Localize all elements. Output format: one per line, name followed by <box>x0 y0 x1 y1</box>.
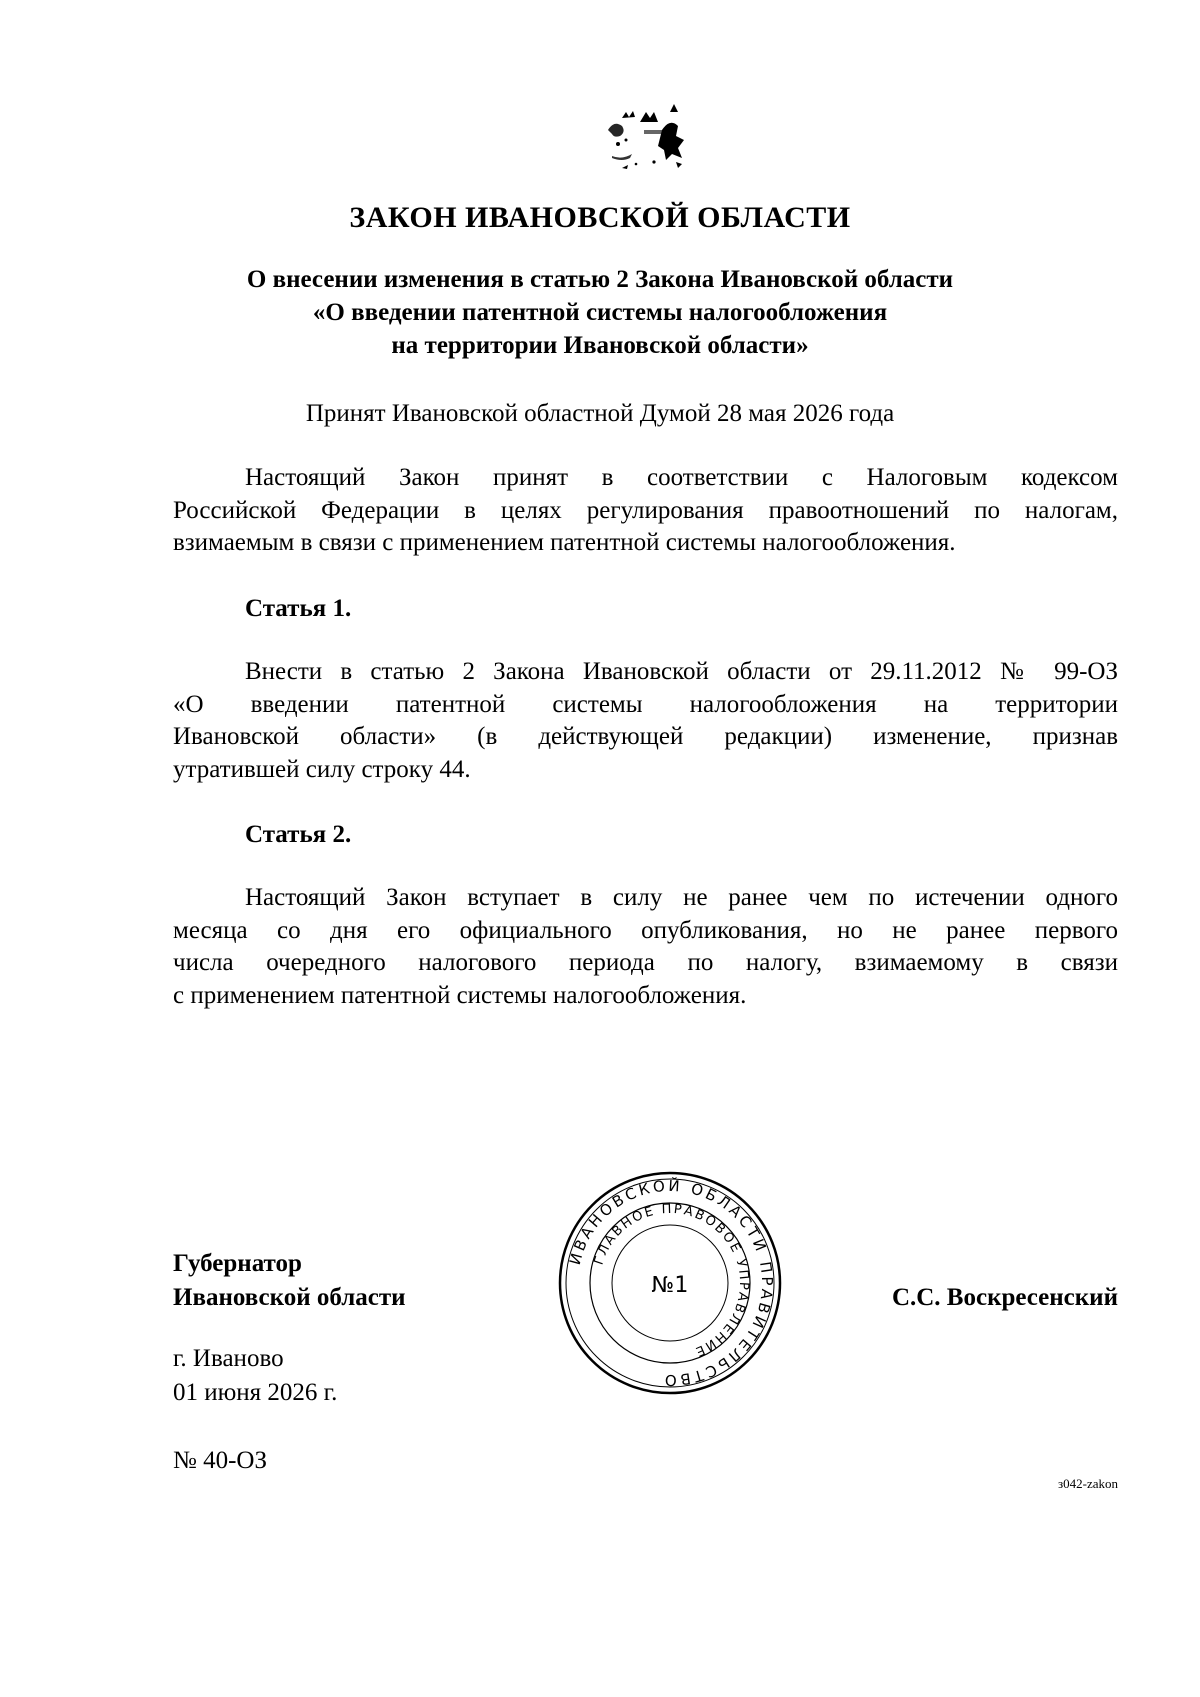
article-2-heading: Статья 2. <box>245 821 352 848</box>
law-subtitle <box>0 263 1200 362</box>
stamp-outer-text: ИВАНОВСКОЙ ОБЛАСТИ ПРАВИТЕЛЬСТВО <box>565 1176 777 1390</box>
stamp-inner-text: ГЛАВНОЕ ПРАВОВОЕ УПРАВЛЕНИЕ <box>591 1201 752 1360</box>
stamp-number: №1 <box>651 1273 689 1298</box>
signatory-position <box>173 1247 406 1315</box>
position-line: Губернатор <box>173 1250 302 1277</box>
date: 01 июня 2026 г. <box>173 1379 338 1406</box>
position-line: Ивановской области <box>173 1284 406 1311</box>
paragraph-line: числа очередного налогового периода по налогу, взимаемому в связи <box>173 949 1118 976</box>
adoption-note: Принят Ивановской областной Думой 28 мая 2026 года <box>305 400 895 427</box>
place-and-date <box>173 1342 337 1410</box>
article-2-paragraph <box>173 882 1118 1012</box>
preamble-paragraph <box>173 462 1118 560</box>
law-number: № 40-ОЗ <box>173 1447 268 1474</box>
paragraph-line: взимаемым в связи с применением патентной системы налогообложения. <box>173 529 956 556</box>
paragraph-line: Внести в статью 2 Закона Ивановской области от 29.11.2012 № 99-ОЗ <box>245 658 1118 685</box>
paragraph-line: «О введении патентной системы налогообложения на территории <box>173 690 1118 718</box>
paragraph-line: утратившей силу строку 44. <box>173 755 471 783</box>
paragraph-line: Российской Федерации в целях регулирования правоотношений по налогам, <box>173 496 1118 524</box>
law-title: ЗАКОН ИВАНОВСКОЙ ОБЛАСТИ <box>349 201 851 234</box>
subtitle-line: на территории Ивановской области» <box>391 332 809 359</box>
signatory-name: С.С. Воскресенский <box>891 1284 1118 1311</box>
subtitle-line: О внесении изменения в статью 2 Закона Ивановской области <box>246 266 954 293</box>
city: г. Иваново <box>173 1345 284 1372</box>
paragraph-line: месяца со дня его официального опубликования, но не ранее первого <box>173 916 1118 944</box>
document-code: з042-zakon <box>1057 1476 1118 1491</box>
subtitle-line: «О введении патентной системы налогообложения <box>312 299 888 326</box>
coat-of-arms-emblem <box>600 100 700 180</box>
official-seal-stamp <box>555 1168 785 1398</box>
article-1-heading: Статья 1. <box>245 595 352 622</box>
paragraph-line: с применением патентной системы налогообложения. <box>173 981 747 1009</box>
article-1-paragraph <box>173 656 1118 786</box>
paragraph-line: Настоящий Закон принят в соответствии с Налоговым кодексом <box>245 464 1118 491</box>
paragraph-line: Ивановской области» (в действующей редакции) изменение, признав <box>173 723 1118 750</box>
paragraph-line: Настоящий Закон вступает в силу не ранее чем по истечении одного <box>245 884 1118 911</box>
